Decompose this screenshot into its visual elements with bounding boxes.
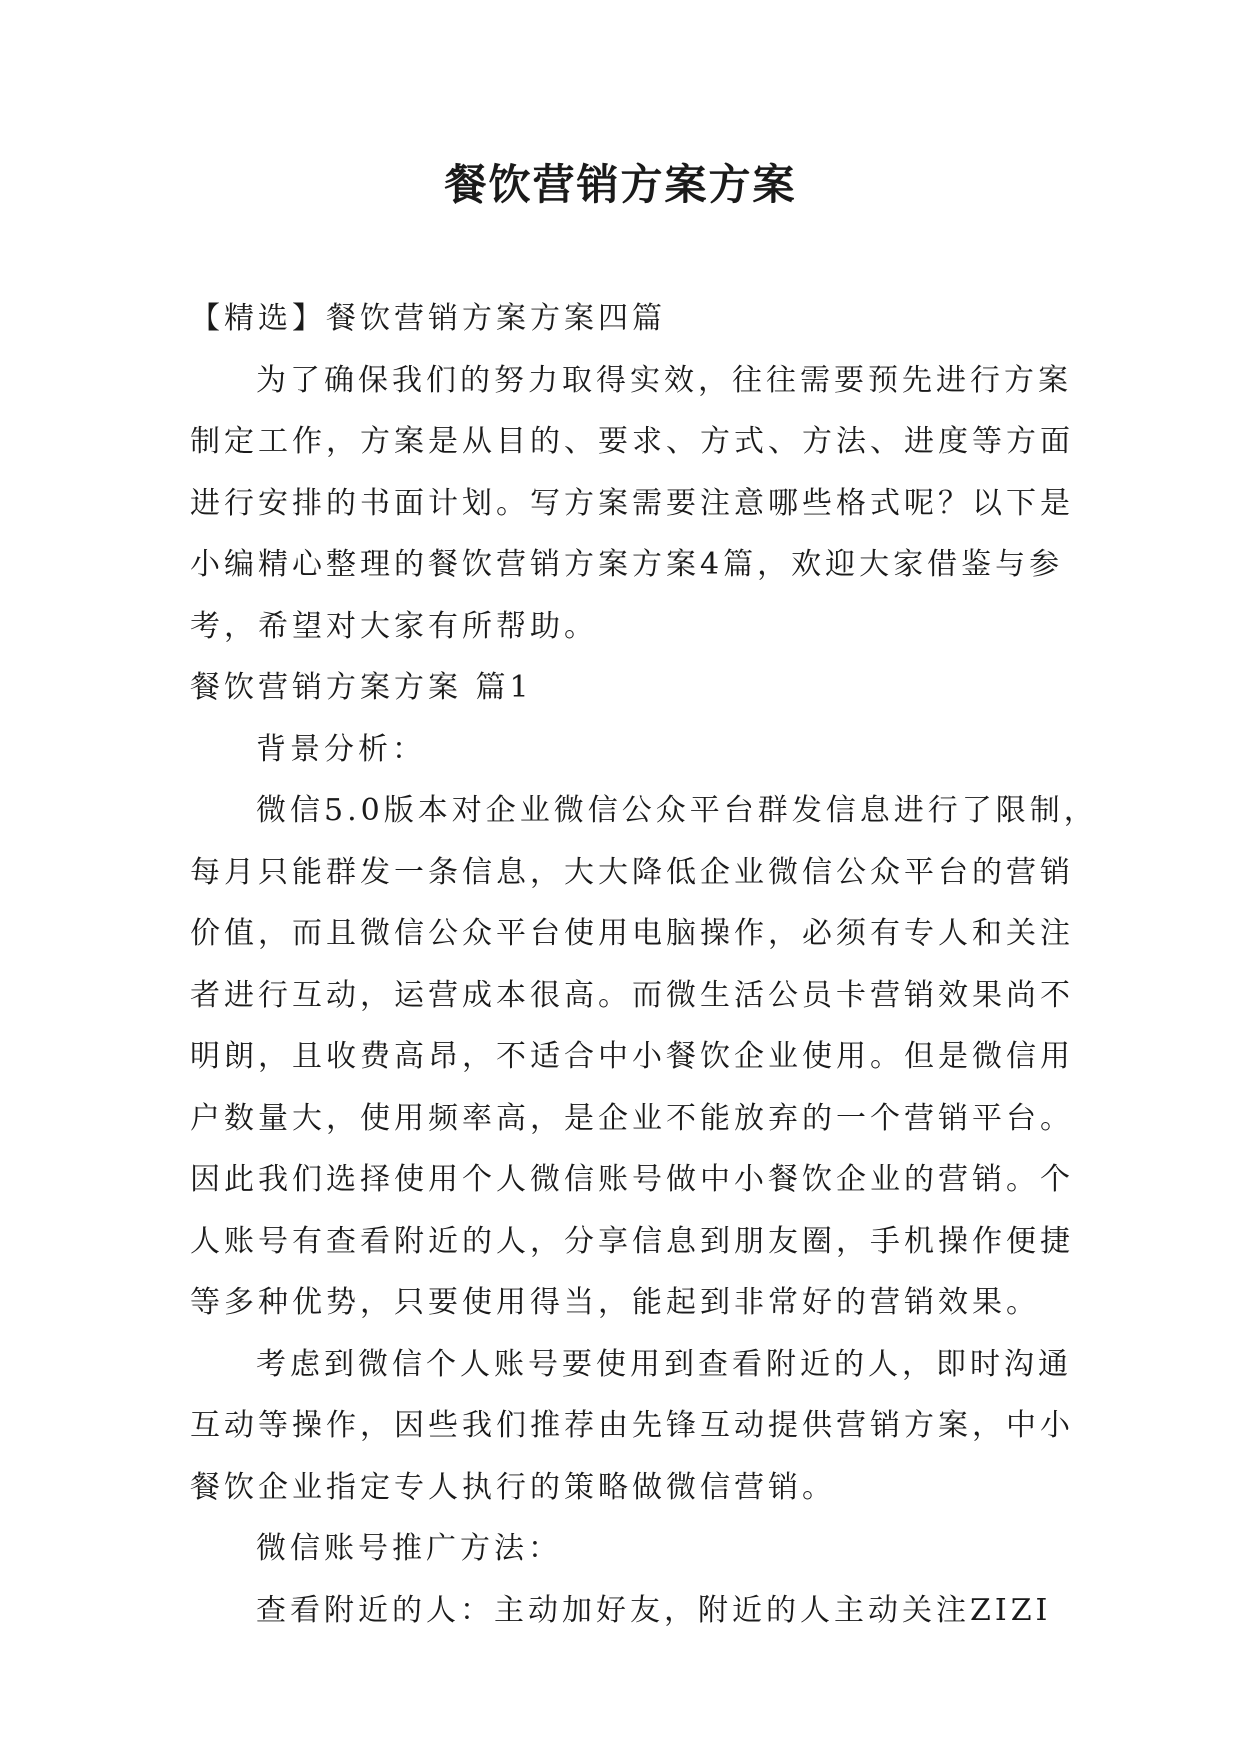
line-12: 者进行互动，运营成本很高。而微生活公员卡营销效果尚不: [190, 977, 1074, 1013]
line-20: 餐饮企业指定专人执行的策略做微信营销。: [190, 1469, 836, 1505]
section-heading: 餐饮营销方案方案 篇1: [190, 670, 533, 705]
line-14: 户数量大，使用频率高，是企业不能放弃的一个营销平台。: [190, 1100, 1074, 1136]
line-18: 考虑到微信个人账号要使用到查看附近的人，即时沟通: [256, 1346, 1072, 1382]
line-3: 制定工作，方案是从目的、要求、方式、方法、进度等方面: [190, 424, 1074, 459]
line-10: 每月只能群发一条信息，大大降低企业微信公众平台的营销: [190, 854, 1074, 890]
line-13: 明朗，且收费高昂，不适合中小餐饮企业使用。但是微信用: [190, 1039, 1074, 1074]
document-title: 餐饮营销方案方案: [444, 160, 797, 209]
line-19: 互动等操作，因些我们推荐由先锋互动提供营销方案，中小: [190, 1408, 1074, 1443]
line-16: 人账号有查看附近的人，分享信息到朋友圈，手机操作便捷: [190, 1223, 1074, 1259]
line-8: 背景分析：: [256, 731, 426, 767]
line-11: 价值，而且微信公众平台使用电脑操作，必须有专人和关注: [190, 916, 1074, 951]
line-6: 考，希望对大家有所帮助。: [190, 608, 598, 644]
line-9: 微信5.0版本对企业微信公众平台群发信息进行了限制，: [256, 793, 1098, 828]
document-body: [190, 288, 1098, 1641]
line-5: 小编精心整理的餐饮营销方案方案4篇，欢迎大家借鉴与参: [190, 547, 1064, 582]
line-15: 因此我们选择使用个人微信账号做中小餐饮企业的营销。个: [190, 1162, 1074, 1197]
line-2: 为了确保我们的努力取得实效，往往需要预先进行方案: [256, 362, 1072, 398]
line-1: 【精选】餐饮营销方案方案四篇: [190, 301, 666, 336]
line-4: 进行安排的书面计划。写方案需要注意哪些格式呢？以下是: [190, 485, 1074, 521]
line-22: 查看附近的人：主动加好友，附近的人主动关注ZIZI: [256, 1592, 1052, 1628]
line-17: 等多种优势，只要使用得当，能起到非常好的营销效果。: [190, 1285, 1040, 1320]
line-21: 微信账号推广方法：: [256, 1531, 562, 1566]
